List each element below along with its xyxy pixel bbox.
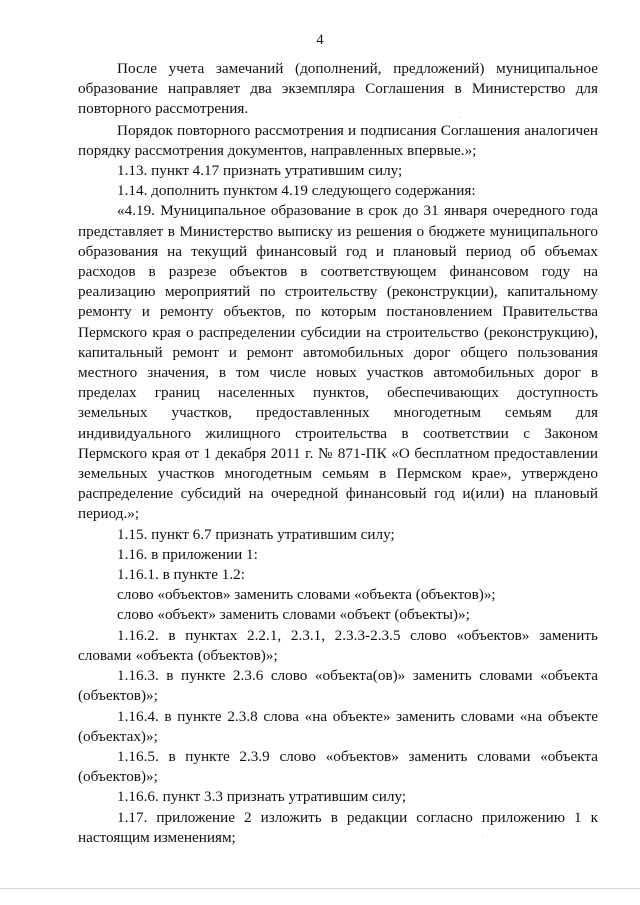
paragraph-1-16-5: 1.16.5. в пункте 2.3.9 слово «объектов» заменить словами «объекта (объектов)»; (78, 747, 598, 786)
paragraph-1-16-2: 1.16.2. в пунктах 2.2.1, 2.3.1, 2.3.3-2.3.5 слово «объектов» заменить словами «объекта (объектов)»; (78, 626, 598, 664)
paragraph-1-13: 1.13. пункт 4.17 признать утратившим силу; (117, 162, 403, 180)
paragraph-1-16-6: 1.16.6. пункт 3.3 признать утратившим силу; (117, 788, 407, 806)
scan-speck (459, 117, 460, 118)
paragraph-remarks: После учета замечаний (дополнений, предложений) муниципальное образование направляет два экземпляра Соглашения в Министерство для повторного рассмотрения. (78, 60, 598, 118)
paragraph-1-17: 1.17. приложение 2 изложить в редакции согласно приложению 1 к настоящим изменениям; (78, 808, 598, 846)
scan-edge-line (0, 888, 640, 889)
scan-speck (482, 835, 483, 836)
paragraph-1-16-4: 1.16.4. в пункте 2.3.8 слова «на объекте» заменить словами «на объекте (объектах)»; (78, 707, 598, 745)
paragraph-word-objects: слово «объектов» заменить словами «объекта (объектов)»; (117, 586, 496, 604)
paragraph-1-15: 1.15. пункт 6.7 признать утратившим силу; (117, 525, 395, 543)
paragraph-1-16-3: 1.16.3. в пункте 2.3.6 слово «объекта(ов)» заменить словами «объекта (объектов)»; (78, 667, 598, 705)
paragraph-1-16-1: 1.16.1. в пункте 1.2: (117, 566, 245, 584)
paragraph-1-16: 1.16. в приложении 1: (117, 545, 258, 563)
paragraph-4-19: «4.19. Муниципальное образование в срок до 31 января очередного года представляет в Министерство выписку из решения о бюджете муниципального образования на текущий финансовый год и плановый период об объемах расходов в разрезе объектов в соответствующем финансовом году на реализацию мероприятий по строительству (реконструкции), капитальному ремонту и ремонту объектов, по которым постановлением Правительства Пермского края о распределении субсидии на строительство (реконструкцию), капитальный ремонт и ремонт автомобильных дорог общего пользования местного значения, в том числе новых участков автомобильных дорог в пределах границ населенных пунктов, обеспечивающих доступность земельных участков, предоставленных многодетным семьям для индивидуального жилищного строительства в соответствии с Законом Пермского края от 1 декабря 2011 г. № 871-ПК «О бесплатном предоставлении земельных участков многодетным семьям в Пермском крае», утверждено распределение субсидий на очередной финансовый год и(или) на плановый период.»; (78, 202, 598, 523)
paragraph-1-14: 1.14. дополнить пунктом 4.19 следующего содержания: (117, 182, 476, 200)
paragraph-repeat-review: Порядок повторного рассмотрения и подписания Соглашения аналогичен порядку рассмотрения документов, направленных впервые.»; (78, 121, 598, 159)
paragraph-word-object: слово «объект» заменить словами «объект (объекты)»; (117, 606, 470, 624)
document-body (78, 59, 598, 848)
page-number: 4 (316, 32, 324, 48)
